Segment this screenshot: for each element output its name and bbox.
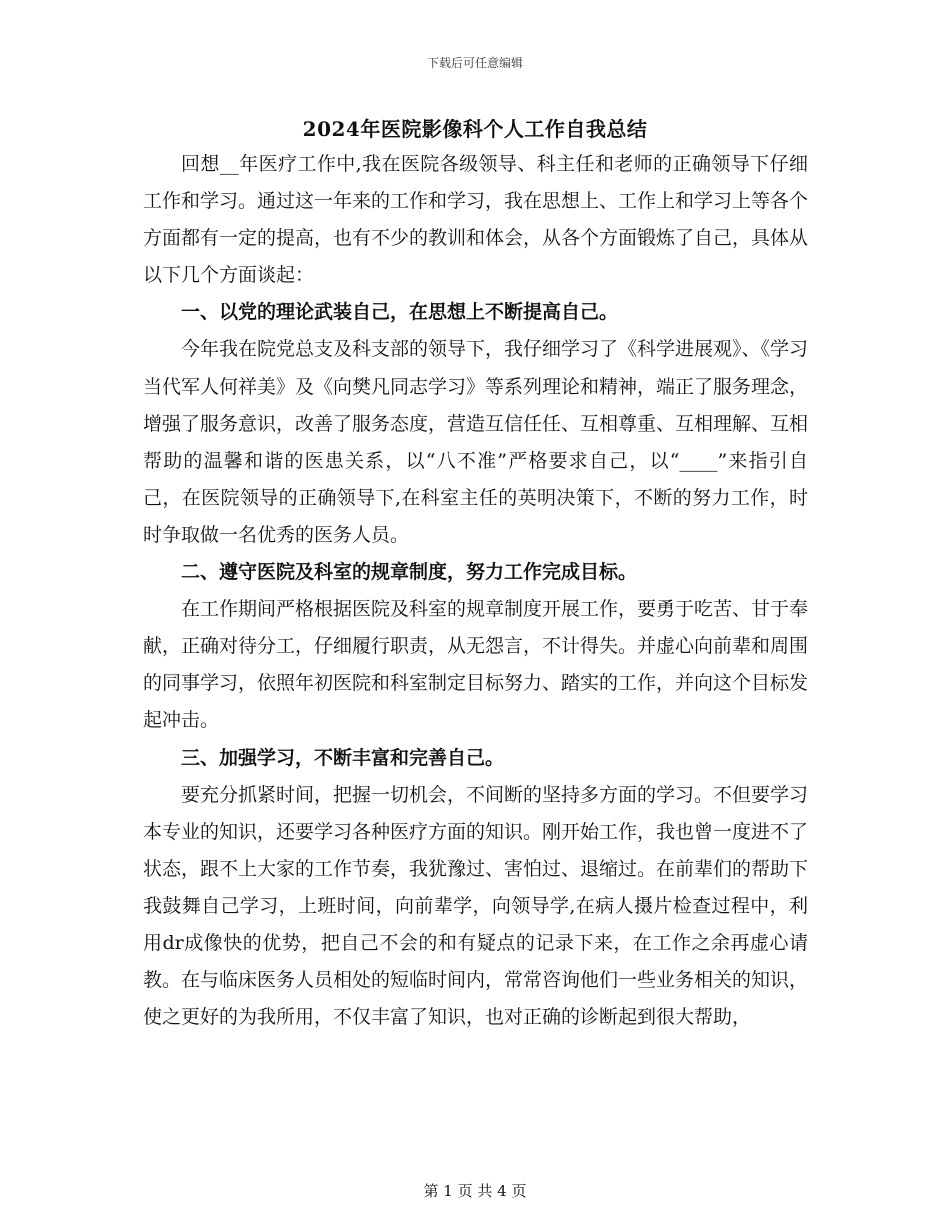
intro-paragraph: 回想__年医疗工作中,我在医院各级领导、科主任和老师的正确领导下仔细工作和学习。通过这一年来的工作和学习，我在思想上、工作上和学习上等各个方面都有一定的提高，也有不少的教训和体会，从各个方面锻炼了自己，具体从以下几个方面谈起：	[143, 153, 809, 287]
header-note: 下载后可任意编辑	[426, 56, 523, 70]
document-title: 2024年医院影像科个人工作自我总结	[302, 117, 648, 141]
section-heading-2: 二、遵守医院及科室的规章制度，努力工作完成目标。	[181, 561, 638, 584]
page-number-footer: 第 1 页 共 4 页	[423, 1182, 527, 1200]
section-1-paragraph: 今年我在院党总支及科支部的领导下，我仔细学习了《科学进展观》、《学习当代军人何祥美》及《向樊凡同志学习》等系列理论和精神，端正了服务理念，增强了服务意识，改善了服务态度，营造互信任任、互相尊重、互相理解、互相帮助的温馨和谐的医患关系，以“八不准”严格要求自己，以“____”来指引自己，在医院领导的正确领导下,在科室主任的英明决策下，不断的努力工作，时时争取做一名优秀的医务人员。	[143, 338, 809, 546]
section-3-paragraph: 要充分抓紧时间，把握一切机会，不间断的坚持多方面的学习。不但要学习本专业的知识，还要学习各种医疗方面的知识。刚开始工作，我也曾一度进不了状态，跟不上大家的工作节奏，我犹豫过、害怕过、退缩过。在前辈们的帮助下我鼓舞自己学习，上班时间，向前辈学，向领导学,在病人摄片检查过程中，利用dr成像快的优势，把自己不会的和有疑点的记录下来，在工作之余再虚心请教。在与临床医务人员相处的短临时间内，常常咨询他们一些业务相关的知识，使之更好的为我所用，不仅丰富了知识，也对正确的诊断起到很大帮助，	[143, 783, 809, 1029]
document-body	[143, 146, 808, 1036]
section-heading-1: 一、以党的理论武装自己，在思想上不断提高自己。	[181, 301, 619, 324]
section-2-paragraph: 在工作期间严格根据医院及科室的规章制度开展工作，要勇于吃苦、甘于奉献，正确对待分工，仔细履行职责，从无怨言，不计得失。并虚心向前辈和周围的同事学习，依照年初医院和科室制定目标努力、踏实的工作，并向这个目标发起冲击。	[143, 598, 809, 732]
section-heading-3: 三、加强学习，不断丰富和完善自己。	[181, 746, 505, 769]
